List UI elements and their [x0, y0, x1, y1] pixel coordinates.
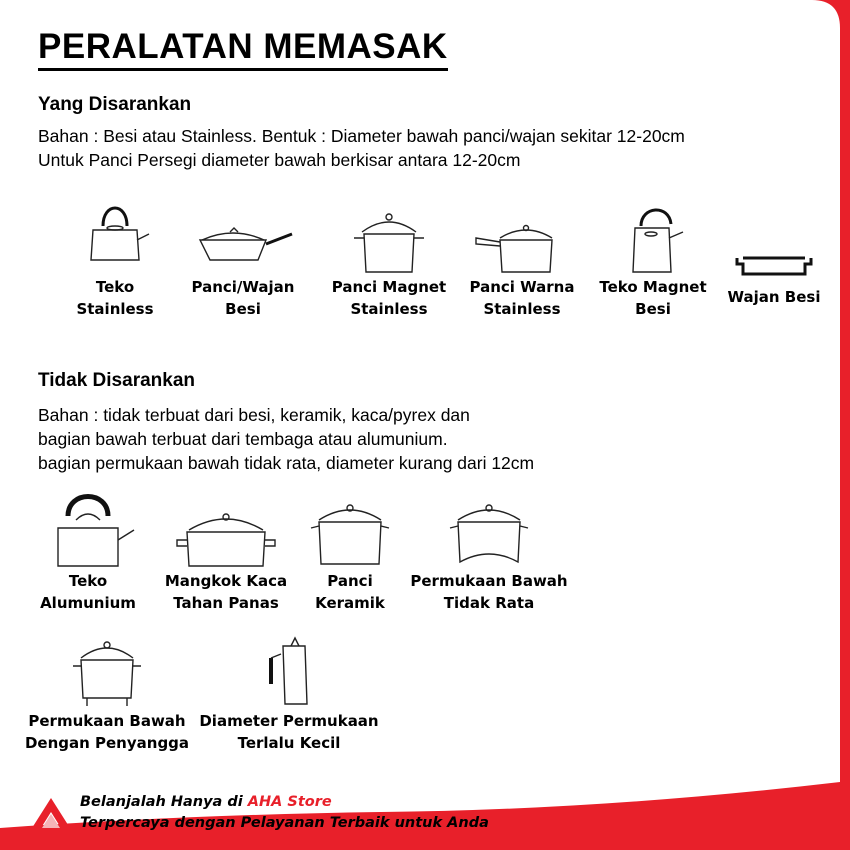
tall-kettle-icon: [249, 628, 329, 710]
item-label-line1: Panci Warna: [469, 278, 575, 296]
glass-bowl-icon: [171, 498, 281, 570]
item-label-line1: Panci Magnet: [331, 278, 447, 296]
frying-pan-icon: [188, 198, 298, 276]
item-label-line2: Besi: [225, 300, 261, 318]
not-recommended-item-permukaan-tidak-rata: [402, 494, 576, 614]
not-recommended-item-teko-alumunium: [38, 488, 138, 614]
recommended-item-teko-stainless: [60, 198, 170, 320]
not-recommended-description: [38, 403, 534, 475]
item-label-line2: Keramik: [315, 594, 385, 612]
item-label-line1: Panci/Wajan: [191, 278, 295, 296]
recommended-item-teko-magnet-besi: [593, 198, 713, 320]
item-label-line1: Wajan Besi: [727, 288, 821, 306]
item-label-line1: Panci: [327, 572, 373, 590]
recommended-line-1: Bahan : Besi atau Stainless. Bentuk : Diameter bawah panci/wajan sekitar 12-20cm: [38, 126, 685, 146]
recommended-heading: Yang Disarankan: [38, 94, 192, 115]
kettle-icon: [613, 198, 693, 276]
item-label-line2: Tahan Panas: [173, 594, 279, 612]
item-label-line1: Teko: [68, 572, 108, 590]
pot-icon: [344, 198, 434, 276]
item-label-line1: Mangkok Kaca: [164, 572, 288, 590]
uneven-pot-icon: [444, 494, 534, 570]
footer-line-2: Terpercaya dengan Pelayanan Terbaik untuk Anda: [80, 815, 489, 831]
footer-line-1: [80, 792, 489, 813]
item-label-line1: Permukaan Bawah: [410, 572, 568, 590]
kettle-icon: [38, 488, 138, 570]
item-label-line1: Diameter Permukaan: [199, 712, 379, 730]
item-label-line2: Stainless: [76, 300, 154, 318]
store-logo-icon: [28, 792, 74, 832]
recommended-item-panci-magnet-stainless: [324, 198, 454, 320]
recommended-item-panci-wajan-besi: [178, 198, 308, 320]
item-label-line2: Besi: [635, 300, 671, 318]
not-recommended-line-1: Bahan : tidak terbuat dari besi, keramik, kaca/pyrex dan: [38, 405, 470, 425]
not-recommended-item-panci-keramik: [300, 494, 400, 614]
not-recommended-line-2: bagian bawah terbuat dari tembaga atau alumunium.: [38, 429, 448, 449]
not-recommended-heading: Tidak Disarankan: [38, 370, 196, 391]
item-label-line1: Teko: [95, 278, 135, 296]
pot-with-feet-icon: [67, 634, 147, 710]
ceramic-pot-icon: [305, 494, 395, 570]
recommended-item-panci-warna-stainless: [462, 198, 582, 320]
not-recommended-item-mangkok-kaca: [158, 498, 294, 614]
item-label-line2: Tidak Rata: [443, 594, 535, 612]
footer-brand: AHA Store: [247, 794, 332, 810]
recommended-line-2: Untuk Panci Persegi diameter bawah berkisar antara 12-20cm: [38, 150, 521, 170]
recommended-description: [38, 124, 685, 172]
item-label-line1: Permukaan Bawah: [28, 712, 186, 730]
not-recommended-item-dengan-penyangga: [22, 634, 192, 754]
not-recommended-line-3: bagian permukaan bawah tidak rata, diameter kurang dari 12cm: [38, 453, 535, 473]
item-label-line2: Stainless: [350, 300, 428, 318]
item-label-line2: Alumunium: [40, 594, 136, 612]
not-recommended-item-diameter-terlalu-kecil: [196, 628, 382, 754]
kettle-icon: [75, 198, 155, 276]
item-label-line2: Terlalu Kecil: [237, 734, 341, 752]
item-label-line2: Dengan Penyangga: [24, 734, 190, 752]
griddle-icon: [729, 238, 819, 286]
footer-prefix: Belanjalah Hanya di: [80, 794, 248, 810]
item-label-line1: Teko Magnet: [599, 278, 707, 296]
recommended-item-wajan-besi: [722, 238, 826, 308]
page-title: PERALATAN MEMASAK: [38, 28, 448, 71]
item-label-line2: Stainless: [483, 300, 561, 318]
footer-tagline: [80, 792, 489, 834]
saucepan-icon: [472, 198, 572, 276]
